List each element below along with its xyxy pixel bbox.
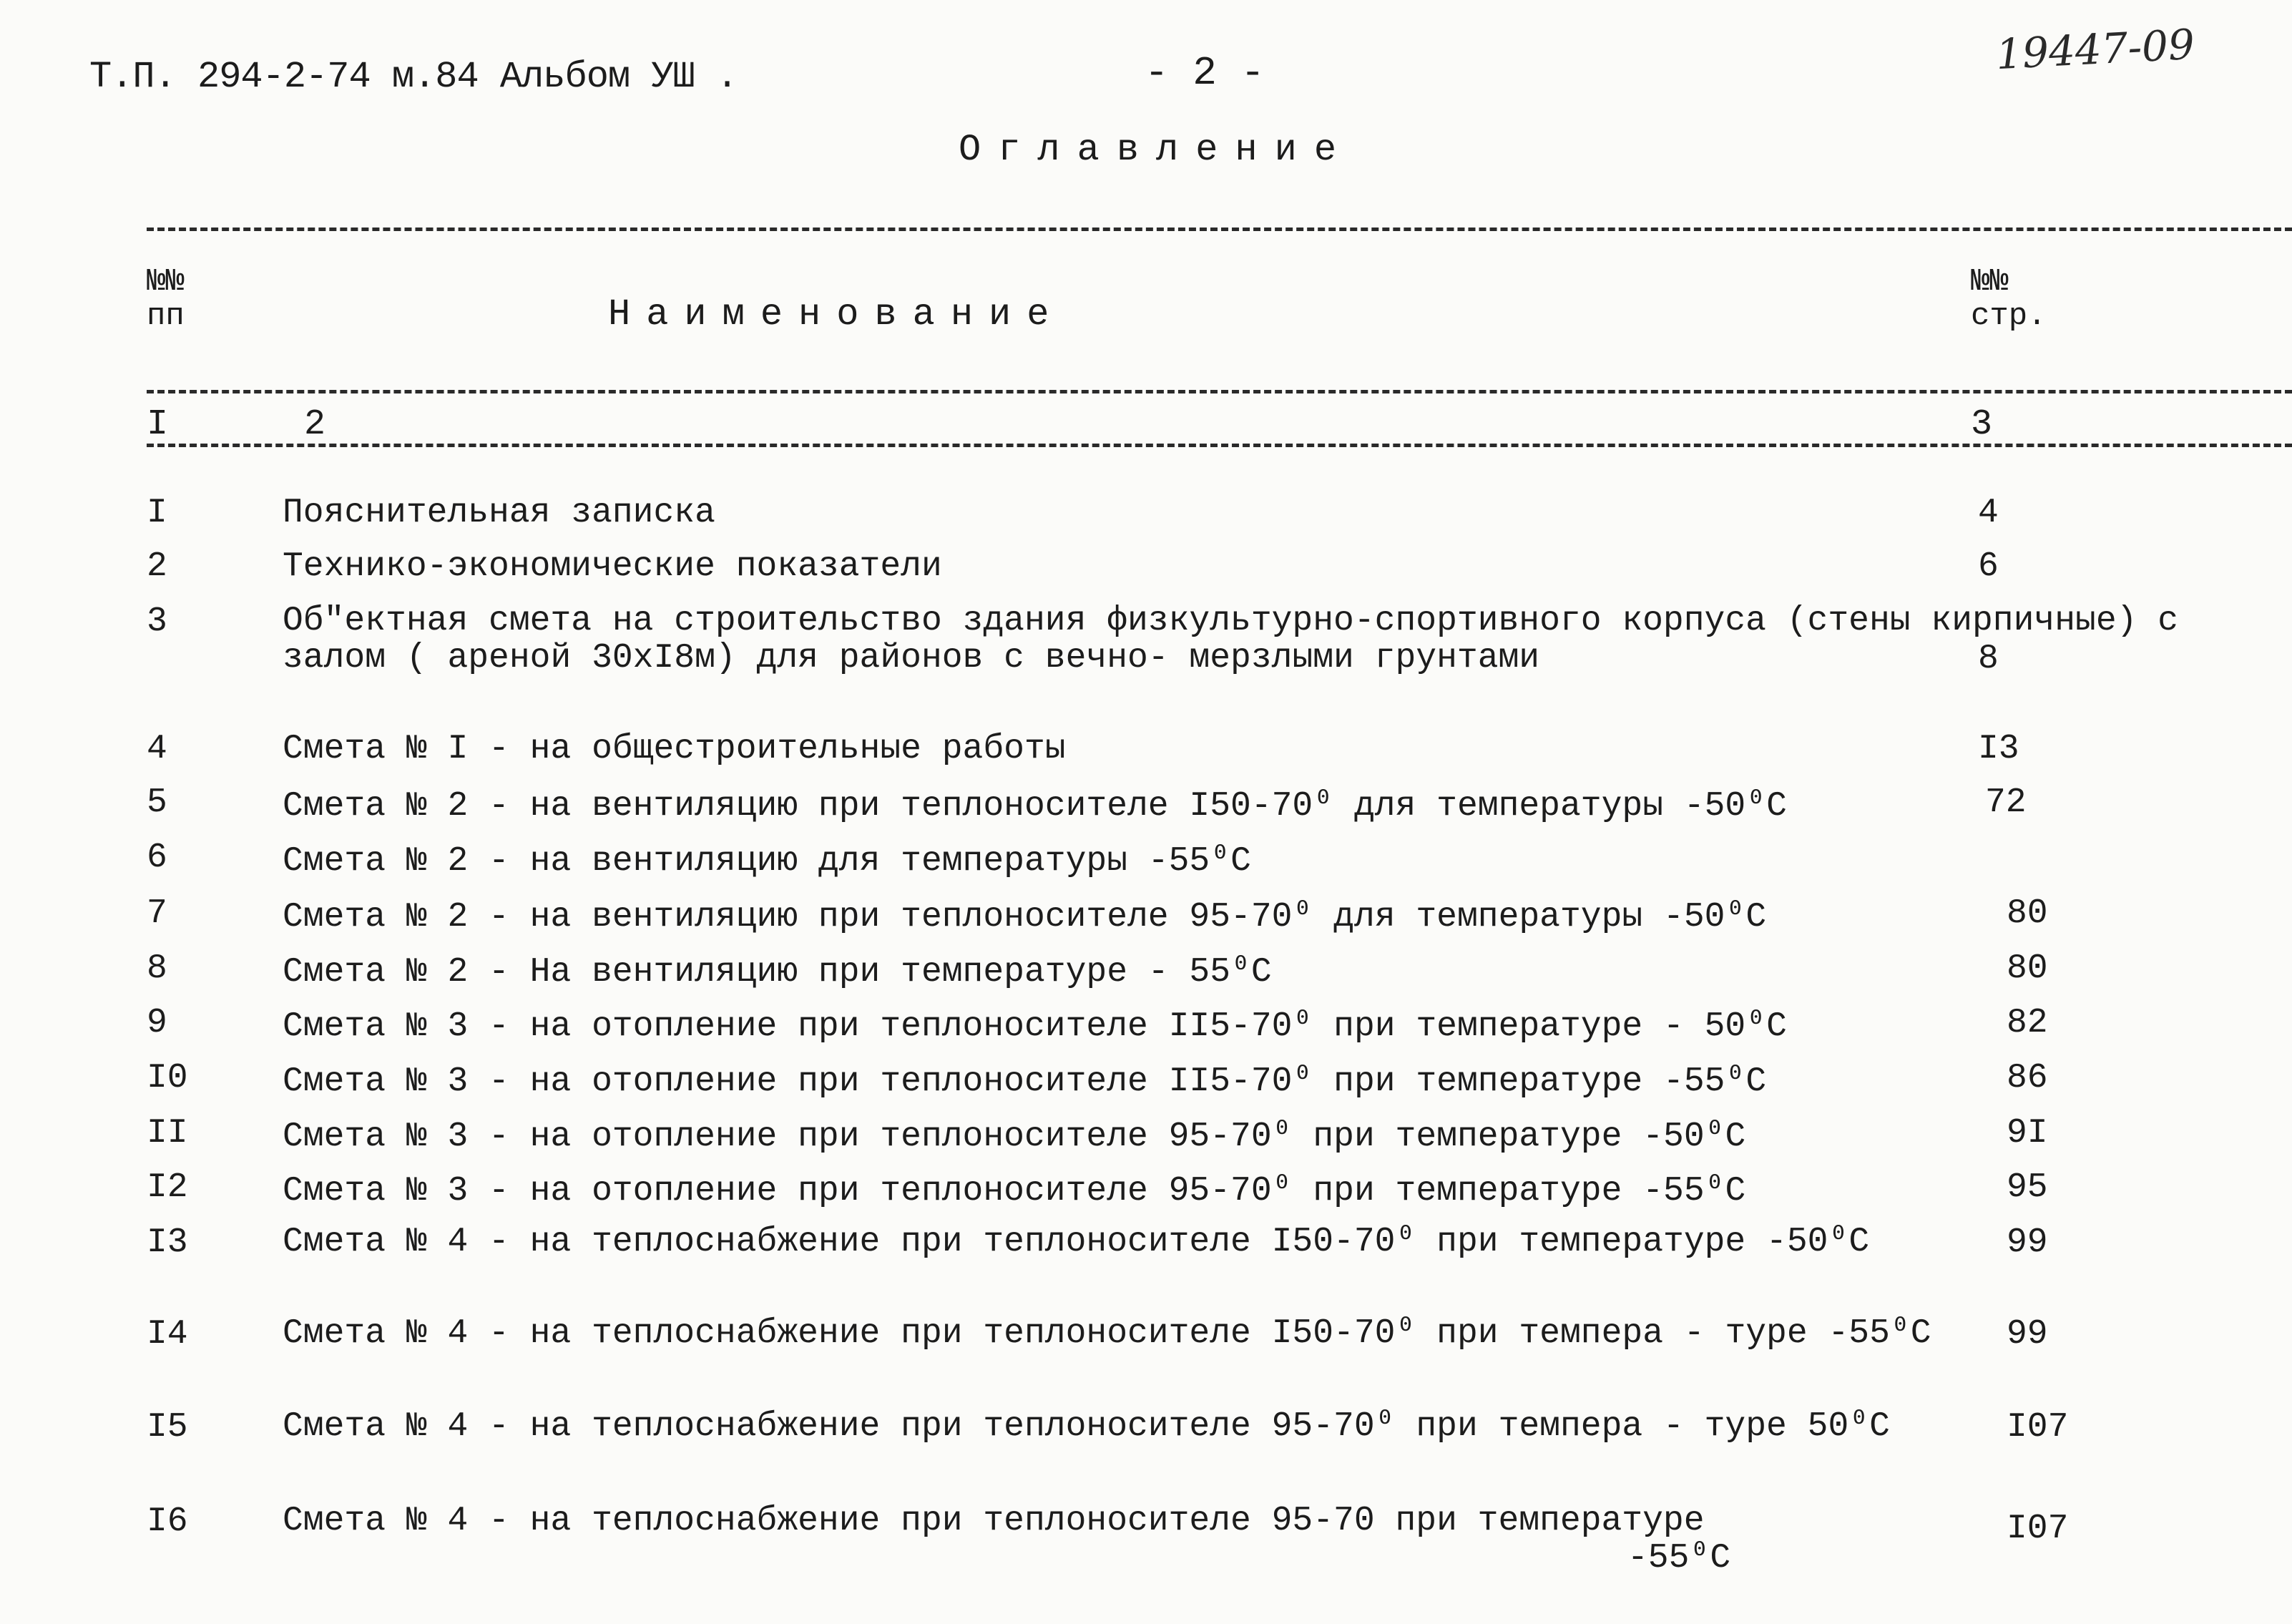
divider	[147, 444, 2292, 447]
row-number: I0	[147, 1059, 188, 1097]
row-title: Смета № I - на общестроительные работы	[283, 730, 1066, 768]
name-column-header: Наименование	[608, 293, 1065, 336]
row-page: 86	[2007, 1059, 2048, 1097]
column-number-1: I	[147, 404, 169, 445]
row-page: 6	[1978, 547, 1999, 586]
row-page: 80	[2007, 894, 2048, 933]
row-number: 9	[147, 1004, 167, 1042]
row-number: 8	[147, 949, 167, 988]
row-page: 99	[2007, 1223, 2048, 1262]
row-number: I6	[147, 1502, 188, 1541]
row-title: Смета № 4 - на теплоснабжение при теплоносителе I50-70⁰ при температуре -50⁰С	[283, 1223, 1870, 1261]
row-title: Смета № 3 - на отопление при теплоносителе 95-70⁰ при температуре -55⁰С	[283, 1172, 1746, 1210]
page-column-header: №№ стр.	[1971, 264, 2047, 334]
row-number: 4	[147, 730, 167, 768]
row-title: Об"ектная смета на строительство здания физкультурно-спортивного корпуса (стены кирпичные) с залом ( ареной 30хI8м) для районов с вечно- мерзлыми грунтами	[283, 602, 2179, 678]
row-number: 7	[147, 894, 167, 933]
row-title: Смета № 4 - на теплоснабжение при теплоносителе 95-70⁰ при темпера - туре 50⁰С	[283, 1407, 1890, 1446]
column-number-3: 3	[1971, 404, 1993, 445]
row-number: I	[147, 494, 167, 532]
num-column-header: №№ пп	[147, 264, 185, 334]
column-number-2: 2	[304, 404, 326, 445]
page-title: Оглавление	[959, 129, 1354, 171]
row-page: 95	[2007, 1168, 2048, 1207]
document-code: Т.П. 294-2-74 м.84 Альбом УШ .	[89, 56, 738, 98]
row-page: I3	[1978, 730, 2019, 768]
row-title: Смета № 3 - на отопление при теплоносителе II5-70⁰ при температуре -55⁰С	[283, 1062, 1767, 1101]
row-title: Смета № 3 - на отопление при теплоносителе 95-70⁰ при температуре -50⁰С	[283, 1117, 1746, 1156]
row-number: I4	[147, 1315, 188, 1354]
row-number: 6	[147, 838, 167, 877]
row-title: Пояснительная записка	[283, 494, 715, 532]
page-number: - 2 -	[1145, 50, 1265, 96]
row-page: I07	[2007, 1510, 2069, 1548]
row-title: Смета № 3 - на отопление при теплоносителе II5-70⁰ при температуре - 50⁰С	[283, 1007, 1787, 1046]
row-number: 2	[147, 547, 167, 586]
row-title: Технико-экономические показатели	[283, 547, 942, 586]
row-title: Смета № 4 - на теплоснабжение при теплоносителе 95-70 при температуре -55⁰С	[283, 1502, 1731, 1577]
row-title: Смета № 2 - На вентиляцию при температуре - 55⁰С	[283, 953, 1272, 992]
row-number: I2	[147, 1168, 188, 1207]
row-page: 80	[2007, 949, 2048, 988]
row-title: Смета № 2 - на вентиляцию при теплоносителе I50-70⁰ для температуры -50⁰С	[283, 787, 1787, 826]
divider	[147, 390, 2292, 393]
row-number: I5	[147, 1408, 188, 1447]
row-number: 3	[147, 602, 167, 641]
row-page: 72	[1985, 783, 2027, 822]
row-number: I3	[147, 1223, 188, 1262]
row-page: 8	[1978, 640, 1999, 678]
row-page: 4	[1978, 494, 1999, 532]
row-page: I07	[2007, 1408, 2069, 1447]
row-number: II	[147, 1114, 188, 1153]
row-title: Смета № 2 - на вентиляцию для температуры -55⁰С	[283, 842, 1251, 881]
row-title: Смета № 4 - на теплоснабжение при теплоносителе I50-70⁰ при темпера - туре -55⁰С	[283, 1314, 1931, 1353]
row-page: 82	[2007, 1004, 2048, 1042]
row-number: 5	[147, 783, 167, 822]
row-page: 9I	[2007, 1114, 2048, 1153]
archive-number: 19447-09	[1994, 19, 2196, 79]
divider	[147, 228, 2292, 231]
row-page: 99	[2007, 1315, 2048, 1354]
row-title: Смета № 2 - на вентиляцию при теплоносителе 95-70⁰ для температуры -50⁰С	[283, 898, 1767, 936]
